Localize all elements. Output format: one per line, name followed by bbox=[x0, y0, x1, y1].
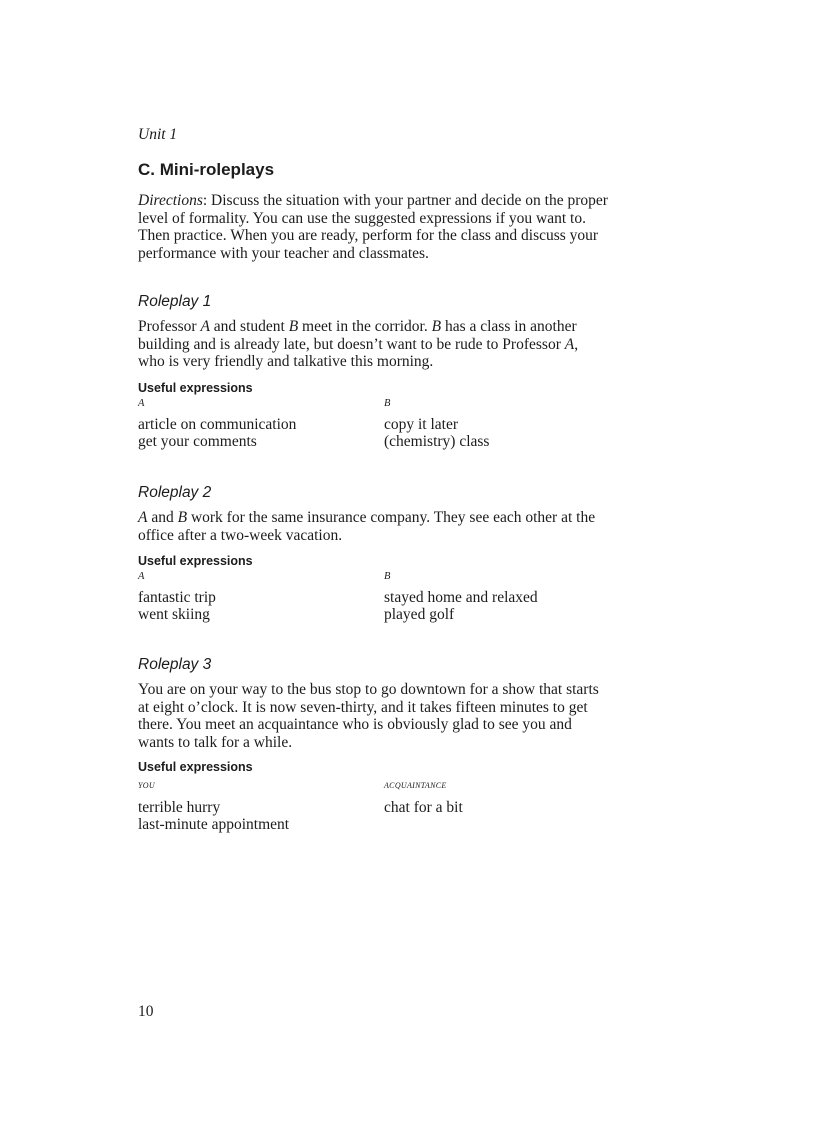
roleplay-3-col-a-head: you bbox=[138, 777, 155, 791]
roleplay-1-col-a-list bbox=[138, 416, 296, 450]
roleplay-1-title: Roleplay 1 bbox=[138, 293, 212, 310]
roleplay-2-col-b-head: B bbox=[384, 571, 391, 582]
roleplay-2-text: A and B work for the same insurance company. They see each other at the office after a two-week vacation. bbox=[138, 509, 596, 544]
expression-item: last-minute appointment bbox=[138, 816, 290, 833]
expression-item: copy it later bbox=[384, 416, 459, 433]
expression-item: played golf bbox=[384, 606, 455, 623]
roleplay-2-col-a-list bbox=[138, 589, 216, 623]
directions-paragraph bbox=[138, 192, 608, 262]
expression-item: chat for a bit bbox=[384, 799, 463, 816]
running-head: Unit 1 bbox=[138, 126, 178, 143]
roleplay-3-col-b-head: acquaintance bbox=[384, 777, 447, 791]
roleplay-3-col-b-list bbox=[384, 799, 463, 816]
expression-item: (chemistry) class bbox=[384, 433, 490, 450]
expression-item: get your comments bbox=[138, 433, 257, 450]
page-number: 10 bbox=[138, 1003, 154, 1020]
roleplay-1-col-a-head: A bbox=[138, 398, 145, 409]
expression-item: stayed home and relaxed bbox=[384, 589, 538, 606]
roleplay-2-title: Roleplay 2 bbox=[138, 484, 212, 501]
expression-item: article on communication bbox=[138, 416, 297, 433]
roleplay-1-col-b-head: B bbox=[384, 398, 391, 409]
roleplay-3-useful-expressions-label: Useful expressions bbox=[138, 760, 253, 774]
roleplay-1-col-b-list bbox=[384, 416, 489, 450]
book-page bbox=[138, 0, 608, 1123]
section-title: C. Mini-roleplays bbox=[138, 160, 275, 179]
roleplay-3-col-a-list bbox=[138, 799, 289, 833]
roleplay-3-text: You are on your way to the bus stop to go downtown for a show that starts at eight o’clock. It is now seven-thirty, and it takes fifteen minutes to get there. You meet an acquaintance who is obviously glad to see you and wants to talk for a while. bbox=[138, 681, 599, 751]
directions-text: : Discuss the situation with your partner and decide on the proper level of formality. You can use the suggested expressions if you want to. Then practice. When you are ready, perform for the class and discuss your performance with your teacher and classmates. bbox=[138, 192, 608, 262]
roleplay-1-useful-expressions-label: Useful expressions bbox=[138, 381, 253, 395]
roleplay-1-text: Professor A and student B meet in the corridor. B has a class in another building and is already late, but doesn’t want to be rude to Professor A, who is very friendly and talkative this morning. bbox=[138, 318, 579, 370]
expression-item: fantastic trip bbox=[138, 589, 216, 606]
roleplay-2-col-b-list bbox=[384, 589, 538, 623]
roleplay-2-useful-expressions-label: Useful expressions bbox=[138, 554, 253, 568]
roleplay-3-title: Roleplay 3 bbox=[138, 656, 212, 673]
expression-item: went skiing bbox=[138, 606, 210, 623]
directions-lead: Directions bbox=[138, 192, 203, 209]
roleplay-2-col-a-head: A bbox=[138, 571, 145, 582]
expression-item: terrible hurry bbox=[138, 799, 221, 816]
